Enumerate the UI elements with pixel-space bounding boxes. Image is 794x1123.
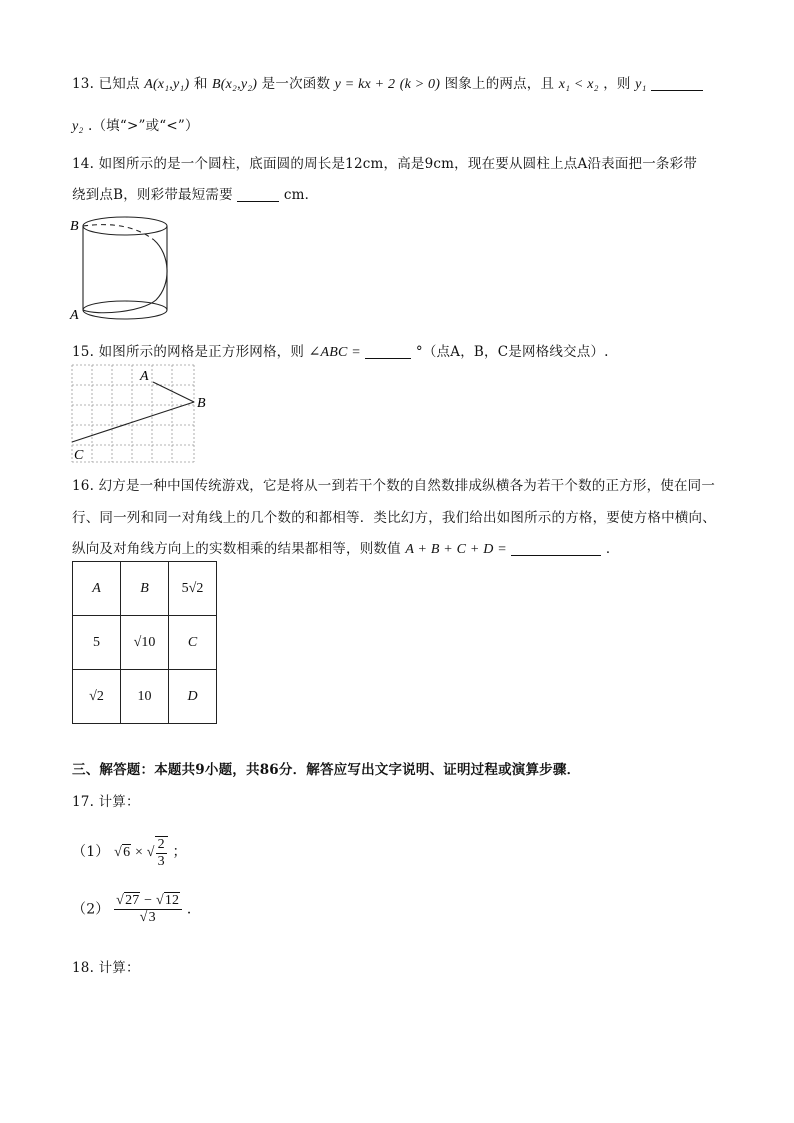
cylinder-bottom-back bbox=[83, 301, 167, 310]
q17-part2-expression: $\frac{√27 - √12}{√3}$ bbox=[114, 893, 182, 926]
q15-number: 15. bbox=[72, 344, 95, 360]
cylinder-figure bbox=[68, 212, 178, 328]
q16-line3: 纵向及对角线方向上的实数相乘的结果都相等，则数值 A + B + C + D = ． bbox=[72, 541, 620, 557]
q14-line2: 绕到点B，则彩带最短需要 cm． bbox=[72, 187, 319, 203]
q13-point-b: B(x₂,y₂) bbox=[212, 77, 258, 92]
label-c: C bbox=[74, 448, 84, 463]
q15-line: 15. 如图所示的网格是正方形网格，则 ∠ABC = °（点A，B，C是网格线交点）. bbox=[72, 344, 609, 360]
table-row bbox=[73, 670, 217, 724]
q16-line2: 行、同一列和同一对角线上的几个数的和都相等．类比幻方，我们给出如图所示的方格，要使方格中横向、 bbox=[72, 510, 716, 526]
q17-line: 17. 计算： bbox=[72, 794, 140, 810]
label-a: A bbox=[140, 369, 149, 384]
label-b: B bbox=[197, 396, 206, 411]
grid-lines bbox=[72, 365, 194, 462]
q13-point-a: A(x₁,y₁) bbox=[144, 77, 190, 92]
q14-answer-blank[interactable] bbox=[237, 187, 279, 202]
q14-line1: 14. 如图所示的是一个圆柱，底面圆的周长是12cm，高是9cm，现在要从圆柱上点A沿表面把一条彩带 bbox=[72, 156, 698, 172]
q15-angle: ∠ABC = bbox=[308, 345, 361, 360]
grid-cell: A bbox=[73, 562, 121, 616]
q17-part1: （1） √6 × √ $\frac{2}{3}$ ； bbox=[72, 837, 187, 869]
grid-cell: 5 bbox=[73, 616, 121, 670]
q17-part2: （2） $\frac{√27 - √12}{√3}$ ． bbox=[72, 893, 202, 925]
label-a: A bbox=[70, 308, 79, 323]
q17-number: 17. bbox=[72, 794, 95, 810]
grid-cell: D bbox=[169, 670, 217, 724]
table-row bbox=[73, 616, 217, 670]
q15-answer-blank[interactable] bbox=[365, 344, 411, 359]
table-row bbox=[73, 562, 217, 616]
cylinder-top-ellipse bbox=[83, 217, 167, 235]
q14-number: 14. bbox=[72, 156, 95, 172]
q13-function: y = kx + 2 bbox=[334, 77, 396, 92]
q13-number: 13. bbox=[72, 76, 95, 92]
grid-figure bbox=[70, 362, 215, 464]
grid-cell: B bbox=[121, 562, 169, 616]
q16-answer-blank[interactable] bbox=[511, 541, 601, 556]
grid-cell: C bbox=[169, 616, 217, 670]
q13-line2: y₂ .（填“>”或“<”） bbox=[72, 118, 199, 134]
magic-square-grid bbox=[72, 561, 217, 724]
q13-line1: 13. 已知点 A(x₁,y₁) 和 B(x₂,y₂) 是一次函数 y = kx + 2 (k > 0) 图象上的两点，且 x₁ < x₂ ，则 y₁ bbox=[72, 72, 703, 93]
q18-number: 18. bbox=[72, 960, 95, 976]
q16-line1: 16. 幻方是一种中国传统游戏，它是将从一到若干个数的自然数排成纵横各为若干个数的正方形，使在同一 bbox=[72, 478, 716, 494]
label-b: B bbox=[70, 219, 79, 234]
section-three-title: 三、解答题：本题共9小题，共86分．解答应写出文字说明、证明过程或演算步骤． bbox=[72, 762, 581, 778]
grid-cell: √2 bbox=[73, 670, 121, 724]
q18-line: 18. 计算： bbox=[72, 960, 140, 976]
grid-cell: 5√2 bbox=[169, 562, 217, 616]
q13-answer-blank[interactable] bbox=[651, 76, 703, 91]
segment-cb bbox=[72, 402, 194, 442]
q16-number: 16. bbox=[72, 478, 95, 494]
q17-part1-expression: √6 × √ $\frac{2}{3}$ bbox=[114, 845, 168, 860]
grid-cell: 10 bbox=[121, 670, 169, 724]
q16-expression: A + B + C + D = bbox=[405, 542, 507, 557]
grid-cell: √10 bbox=[121, 616, 169, 670]
ribbon-visible-path bbox=[83, 240, 167, 313]
